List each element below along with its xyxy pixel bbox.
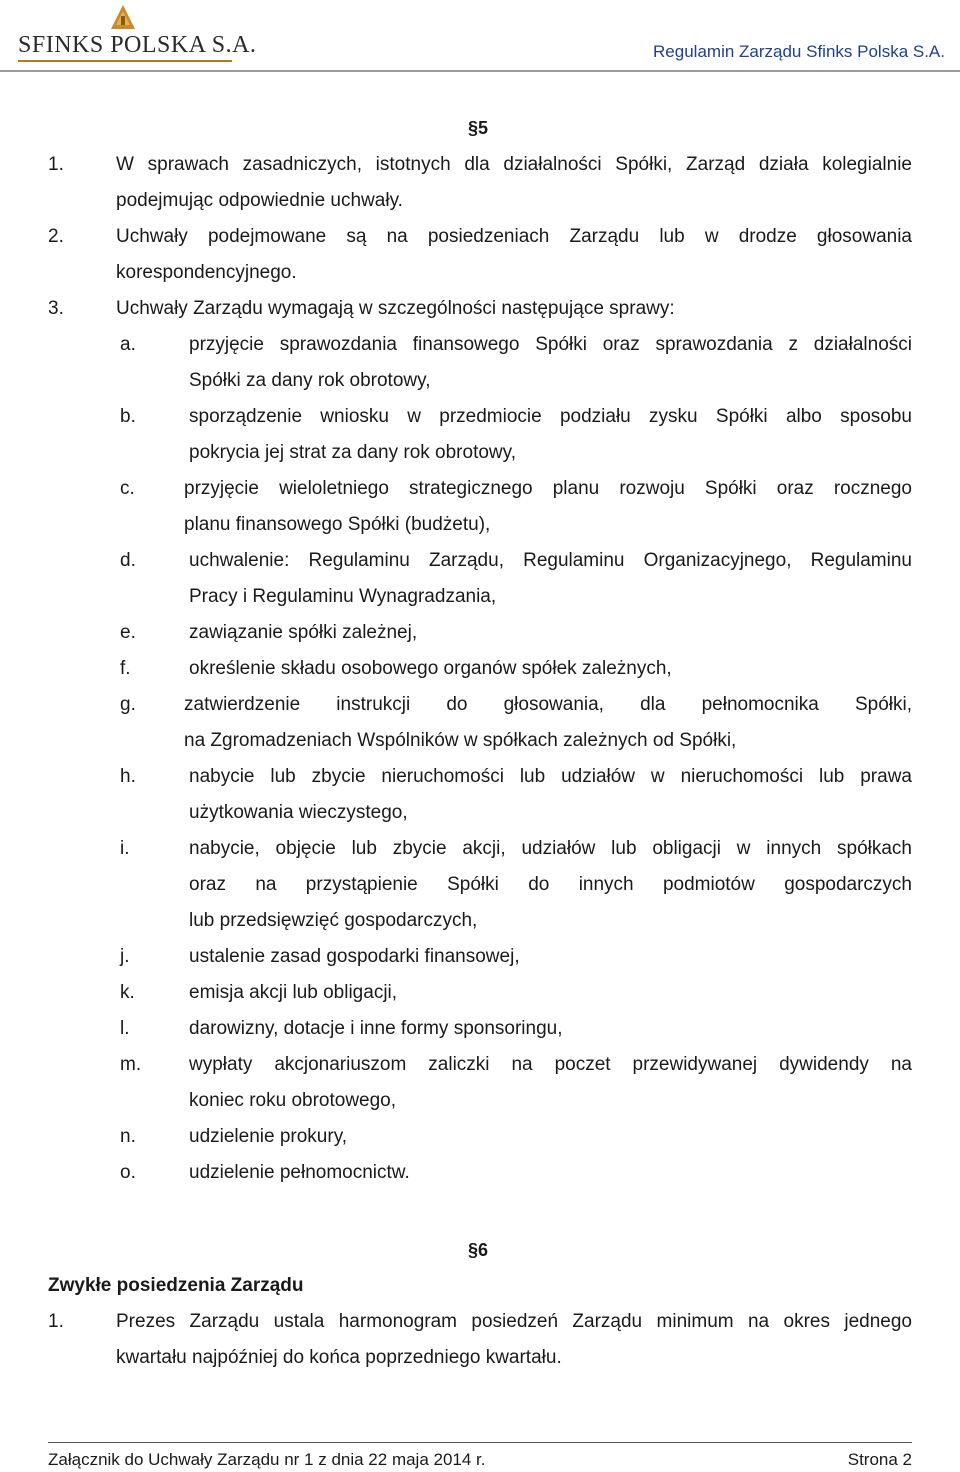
list-item-text: użytkowania wieczystego, (189, 802, 408, 823)
list-item-text: oraz na przystąpienie Spółki do innych podmiotów gospodarczych (189, 874, 912, 895)
list-item-number: b. (120, 406, 136, 427)
list-item-number: e. (120, 622, 136, 643)
logo-text: SFINKS POLSKA S.A. (18, 32, 257, 58)
footer-divider (48, 1442, 912, 1443)
list-item-number: f. (120, 658, 131, 679)
point-text: W sprawach zasadniczych, istotnych dla działalności Spółki, Zarząd działa kolegialnie (116, 154, 912, 175)
list-item-number: j. (120, 946, 130, 967)
point-text: kwartału najpóźniej do końca poprzedniego kwartału. (116, 1347, 562, 1368)
page-number: Strona 2 (847, 1450, 912, 1469)
document-title: Regulamin Zarządu Sfinks Polska S.A. (653, 42, 945, 61)
list-item-text: Pracy i Regulaminu Wynagradzania, (189, 586, 497, 607)
list-item-number: i. (120, 838, 130, 859)
list-item-number: m. (120, 1054, 142, 1075)
point-text: podejmując odpowiednie uchwały. (116, 190, 403, 211)
list-item-text: darowizny, dotacje i inne formy sponsoringu, (189, 1018, 563, 1039)
list-item-text: ustalenie zasad gospodarki finansowej, (189, 946, 520, 967)
list-item-text: wypłaty akcjonariuszom zaliczki na poczet przewidywanej dywidendy na (189, 1054, 912, 1075)
list-item-number: k. (120, 982, 135, 1003)
list-item-number: g. (120, 694, 136, 715)
section-number: §6 (468, 1240, 489, 1260)
list-item-number: n. (120, 1126, 136, 1147)
list-item-text: przyjęcie sprawozdania finansowego Spółki oraz sprawozdania z działalności (189, 334, 912, 355)
sphinx-logo-icon (110, 4, 136, 30)
list-item-number: o. (120, 1162, 136, 1183)
list-item-text: udzielenie pełnomocnictw. (189, 1162, 410, 1183)
point-number: 3. (48, 298, 64, 319)
list-item-number: h. (120, 766, 136, 787)
list-item-text: lub przedsięwzięć gospodarczych, (189, 910, 478, 931)
list-item-text: zawiązanie spółki zależnej, (189, 622, 418, 643)
page-header (0, 0, 960, 72)
list-item-text: Spółki za dany rok obrotowy, (189, 370, 431, 391)
footer-attachment-note: Załącznik do Uchwały Zarządu nr 1 z dnia 22 maja 2014 r. (48, 1450, 486, 1469)
list-item-text: udzielenie prokury, (189, 1126, 348, 1147)
point-number: 2. (48, 226, 64, 247)
point-text: korespondencyjnego. (116, 262, 297, 283)
list-item-text: zatwierdzenie instrukcji do głosowania, dla pełnomocnika Spółki, (184, 694, 912, 715)
list-item-number: d. (120, 550, 136, 571)
section-heading: Zwykłe posiedzenia Zarządu (48, 1275, 304, 1296)
point-number: 1. (48, 1311, 64, 1332)
list-item-text: przyjęcie wieloletniego strategicznego planu rozwoju Spółki oraz rocznego (184, 478, 912, 499)
point-text: Uchwały podejmowane są na posiedzeniach Zarządu lub w drodze głosowania (116, 226, 912, 247)
list-item-text: uchwalenie: Regulaminu Zarządu, Regulaminu Organizacyjnego, Regulaminu (189, 550, 912, 571)
list-item-text: na Zgromadzeniach Wspólników w spółkach zależnych od Spółki, (184, 730, 737, 751)
list-item-text: sporządzenie wniosku w przedmiocie podziału zysku Spółki albo sposobu (189, 406, 912, 427)
list-item-text: emisja akcji lub obligacji, (189, 982, 398, 1003)
point-number: 1. (48, 154, 64, 175)
list-item-text: nabycie, objęcie lub zbycie akcji, udziałów lub obligacji w innych spółkach (189, 838, 912, 859)
logo-underline (18, 60, 232, 62)
list-item-number: l. (120, 1018, 130, 1039)
list-item-text: koniec roku obrotowego, (189, 1090, 397, 1111)
header-divider (0, 70, 960, 72)
list-item-text: nabycie lub zbycie nieruchomości lub udziałów w nieruchomości lub prawa (189, 766, 912, 787)
list-item-text: pokrycia jej strat za dany rok obrotowy, (189, 442, 517, 463)
point-text: Prezes Zarządu ustala harmonogram posiedzeń Zarządu minimum na okres jednego (116, 1311, 912, 1332)
point-text: Uchwały Zarządu wymagają w szczególności następujące sprawy: (116, 298, 675, 319)
list-item-text: planu finansowego Spółki (budżetu), (184, 514, 491, 535)
company-logo (18, 4, 257, 62)
list-item-number: a. (120, 334, 136, 355)
list-item-text: określenie składu osobowego organów spółek zależnych, (189, 658, 672, 679)
section-number: §5 (468, 118, 489, 138)
list-item-number: c. (120, 478, 135, 499)
